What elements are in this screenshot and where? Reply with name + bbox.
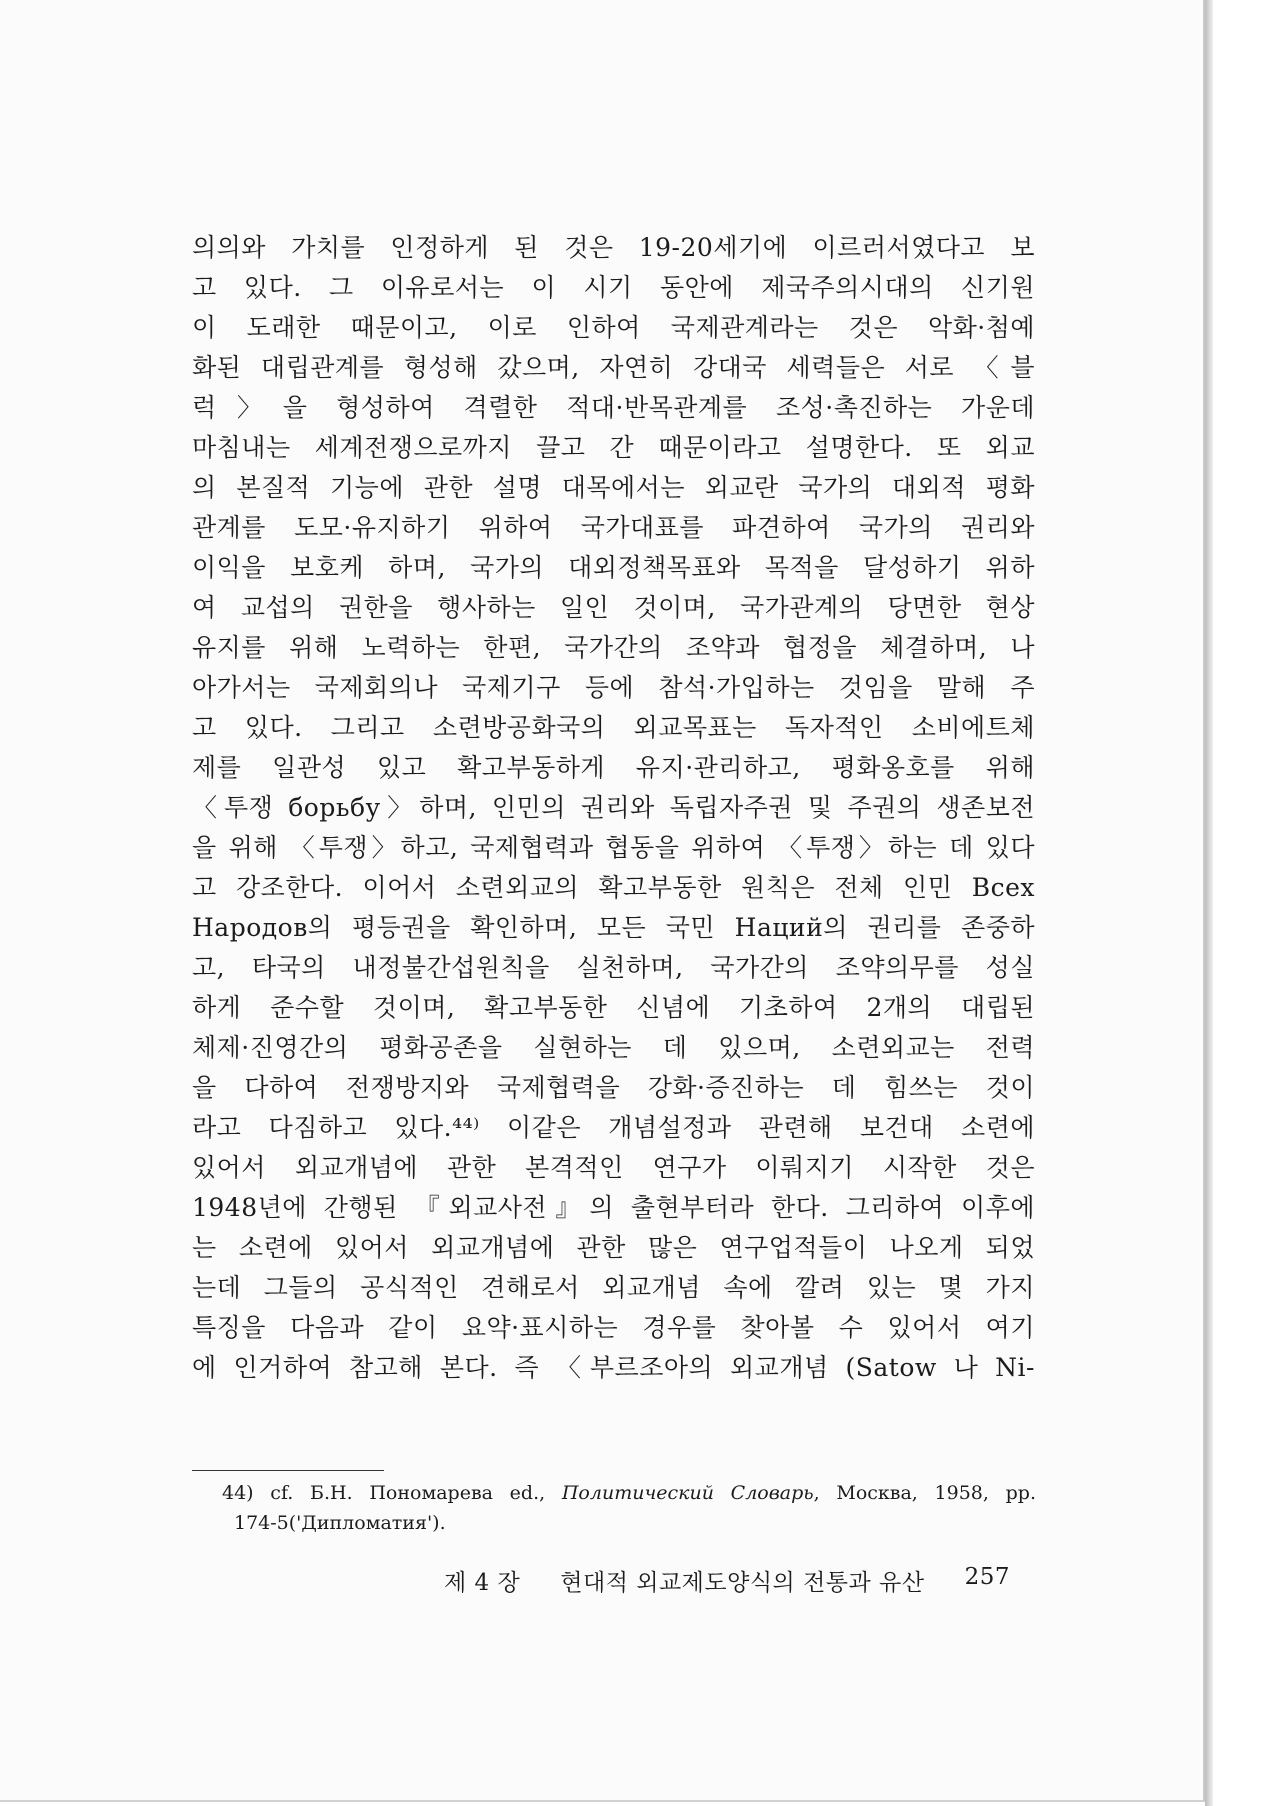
text-line: 이 도래한 때문이고, 이로 인하여 국제관계라는 것은 악화·첨예 bbox=[192, 313, 1035, 342]
footnote-divider bbox=[192, 1470, 384, 1471]
text-line: 는데 그들의 공식적인 견해로서 외교개념 속에 깔려 있는 몇 가지 bbox=[192, 1273, 1035, 1302]
text-line: 이익을 보호케 하며, 국가의 대외정책목표와 목적을 달성하기 위하 bbox=[192, 553, 1035, 582]
text-line: 는 소련에 있어서 외교개념에 관한 많은 연구업적들이 나오게 되었 bbox=[192, 1233, 1035, 1262]
text-line: 라고 다짐하고 있다.⁴⁴⁾ 이같은 개념설정과 관련해 보건대 소련에 bbox=[192, 1113, 1035, 1142]
text-line: 에 인거하여 참고해 본다. 즉 〈부르조아의 외교개념 (Satow 나 Ni- bbox=[192, 1353, 1035, 1382]
text-line: 특징을 다음과 같이 요약·표시하는 경우를 찾아볼 수 있어서 여기 bbox=[192, 1313, 1035, 1342]
text-line: 1948년에 간행된 『외교사전』의 출현부터라 한다. 그리하여 이후에 bbox=[192, 1193, 1035, 1222]
page-edge-shadow bbox=[1205, 0, 1213, 1806]
footer-chapter: 제 4 장 bbox=[444, 1570, 521, 1596]
text-line: 의의와 가치를 인정하게 된 것은 19-20세기에 이르러서였다고 보 bbox=[192, 233, 1035, 262]
text-line: 있어서 외교개념에 관한 본격적인 연구가 이뤄지기 시작한 것은 bbox=[192, 1153, 1035, 1182]
text-line: 고 강조한다. 이어서 소련외교의 확고부동한 원칙은 전체 인민 Bcex bbox=[192, 873, 1035, 902]
text-line: 럭〉을 형성하여 격렬한 적대·반목관계를 조성·촉진하는 가운데 bbox=[192, 393, 1035, 422]
body-text bbox=[192, 228, 1035, 1388]
footnote-number: 44) bbox=[222, 1482, 254, 1504]
page-number: 257 bbox=[964, 1564, 1010, 1590]
footnote-book-title: Политический Словарь bbox=[561, 1482, 814, 1504]
text-line: 여 교섭의 권한을 행사하는 일인 것이며, 국가관계의 당면한 현상 bbox=[192, 593, 1035, 622]
text-line: 의 본질적 기능에 관한 설명 대목에서는 외교란 국가의 대외적 평화 bbox=[192, 473, 1035, 502]
text-line: 〈투쟁 борьбу〉하며, 인민의 권리와 독립자주권 및 주권의 생존보전 bbox=[192, 793, 1035, 822]
footnote-citation-start: cf. Б.Н. Пономарева ed., bbox=[270, 1482, 562, 1504]
text-line: 아가서는 국제회의나 국제기구 등에 참석·가입하는 것임을 말해 주 bbox=[192, 673, 1035, 702]
text-line: 을 위해 〈투쟁〉하고, 국제협력과 협동을 위하여 〈투쟁〉하는 데 있다 bbox=[192, 833, 1035, 862]
text-line: 을 다하여 전쟁방지와 국제협력을 강화·증진하는 데 힘쓰는 것이 bbox=[192, 1073, 1035, 1102]
footnote-citation-end: , Москва, 1958, pp. bbox=[813, 1482, 1036, 1504]
footer-chapter-title: 현대적 외교제도양식의 전통과 유산 bbox=[560, 1570, 925, 1596]
text-line: 마침내는 세계전쟁으로까지 끌고 간 때문이라고 설명한다. 또 외교 bbox=[192, 433, 1035, 462]
text-line: 체제·진영간의 평화공존을 실현하는 데 있으며, 소련외교는 전력 bbox=[192, 1033, 1035, 1062]
running-footer bbox=[444, 1564, 1010, 1597]
footnote-line-1 bbox=[222, 1478, 1036, 1508]
text-line: 하게 준수할 것이며, 확고부동한 신념에 기초하여 2개의 대립된 bbox=[192, 993, 1035, 1022]
text-line: Народов의 평등권을 확인하며, 모든 국민 Наций의 권리를 존중하 bbox=[192, 913, 1035, 942]
text-line: 고 있다. 그리고 소련방공화국의 외교목표는 독자적인 소비에트체 bbox=[192, 713, 1035, 742]
text-line: 관계를 도모·유지하기 위하여 국가대표를 파견하여 국가의 권리와 bbox=[192, 513, 1035, 542]
text-line: 고 있다. 그 이유로서는 이 시기 동안에 제국주의시대의 신기원 bbox=[192, 273, 1035, 302]
text-line: 유지를 위해 노력하는 한편, 국가간의 조약과 협정을 체결하며, 나 bbox=[192, 633, 1035, 662]
text-line: 고, 타국의 내정불간섭원칙을 실천하며, 국가간의 조약의무를 성실 bbox=[192, 953, 1035, 982]
text-line: 제를 일관성 있고 확고부동하게 유지·관리하고, 평화옹호를 위해 bbox=[192, 753, 1035, 782]
footnote-line-2: 174-5('Дипломатия'). bbox=[234, 1512, 446, 1534]
footnote-44 bbox=[222, 1478, 1036, 1538]
text-line: 화된 대립관계를 형성해 갔으며, 자연히 강대국 세력들은 서로 〈블 bbox=[192, 353, 1035, 382]
